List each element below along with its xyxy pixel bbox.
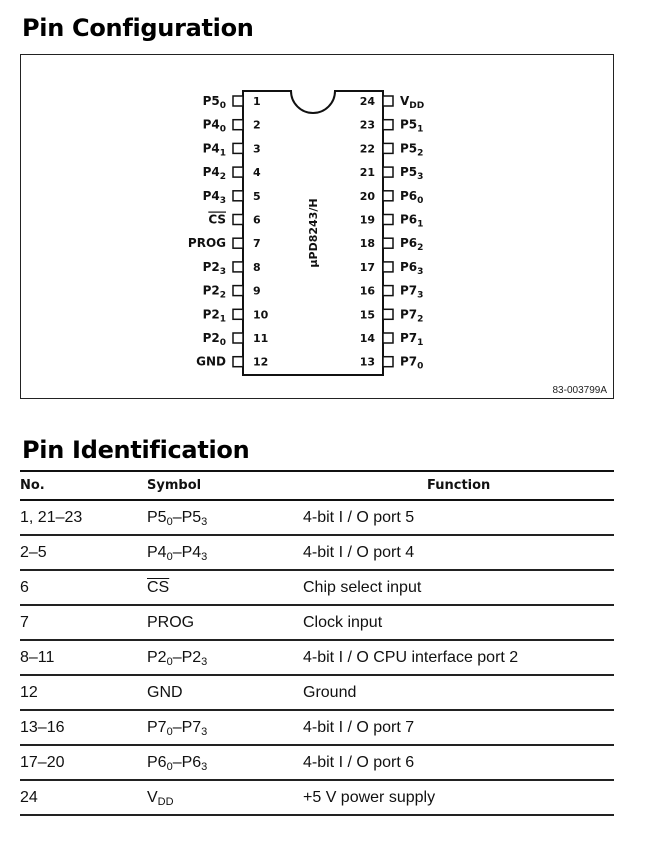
table-row (20, 640, 614, 675)
pin-3-label: $P4_1$ (202, 141, 226, 159)
cell-no: 12 (20, 675, 147, 710)
pin-11-label: $P2_0$ (202, 331, 226, 348)
cell-function: Ground (303, 675, 614, 710)
pin-11-box (233, 333, 243, 343)
pin-21-box (383, 167, 393, 177)
pin-1-number: 1 (253, 95, 261, 108)
pin-10-box (233, 309, 243, 319)
chip-name: μPD8243/H (307, 198, 320, 268)
pin-15-box (383, 309, 393, 319)
cell-function: Clock input (303, 605, 614, 640)
pin-4-box (233, 167, 243, 177)
pin-13-box (383, 357, 393, 367)
pin-18-number: 18 (359, 237, 375, 251)
pin-5-box (233, 191, 243, 201)
pin-10-label: $P2_1$ (202, 307, 226, 325)
pin-identification-table (20, 470, 614, 816)
pin-21-label: $P5_3$ (400, 165, 424, 183)
pin-6-label: CS (208, 212, 226, 227)
pin-7-number: 7 (253, 237, 261, 251)
cell-symbol: $P7_0-P7_3$ (147, 710, 303, 745)
pin-5-label: $P4_3$ (202, 188, 226, 206)
cell-function: 4-bit I / O port 6 (303, 745, 614, 780)
pin-16-box (383, 286, 393, 296)
table-row (20, 570, 614, 605)
cell-symbol: $P5_0-P5_3$ (147, 500, 303, 535)
cell-symbol: $P6_0-P6_3$ (147, 745, 303, 780)
pin-6-number: 6 (253, 213, 261, 227)
pin-16-label: $P7_3$ (400, 283, 424, 301)
cell-symbol: GND (147, 675, 303, 710)
cell-function: Chip select input (303, 570, 614, 605)
pin-14-box (383, 333, 393, 343)
pin-14-number: 14 (359, 332, 375, 345)
pin-4-label: $P4_2$ (202, 165, 226, 183)
pin-15-number: 15 (359, 308, 375, 322)
pin-20-number: 20 (359, 189, 375, 203)
cell-symbol: $V_{DD}$ (147, 780, 303, 815)
pin-identification-title: Pin Identification (22, 436, 250, 464)
cell-function: +5 V power supply (303, 780, 614, 815)
pin-24-number: 24 (359, 95, 375, 108)
pin-11-number: 11 (253, 332, 269, 345)
cell-function: 4-bit I / O CPU interface port 2 (303, 640, 614, 675)
pin-23-box (383, 120, 393, 130)
pin-13-label: $P7_0$ (400, 354, 424, 372)
pin-10-number: 10 (253, 308, 269, 322)
pin-17-number: 17 (359, 260, 375, 274)
header-no: No. (20, 471, 147, 500)
table-row (20, 605, 614, 640)
pin-8-label: $P2_3$ (202, 259, 226, 277)
figure-code: 83-003799A (552, 385, 607, 396)
pin-22-box (383, 143, 393, 153)
pin-17-box (383, 262, 393, 272)
pin-12-number: 12 (253, 355, 269, 369)
cell-function: 4-bit I / O port 5 (303, 500, 614, 535)
header-symbol: Symbol (147, 471, 303, 500)
pin-20-label: $P6_0$ (400, 188, 424, 206)
pin-4-number: 4 (253, 166, 261, 180)
table-row (20, 535, 614, 570)
pin-8-number: 8 (253, 260, 261, 274)
pin-8-box (233, 262, 243, 272)
pin-19-box (383, 215, 393, 225)
pin-16-number: 16 (359, 284, 375, 298)
pin-17-label: $P6_3$ (400, 259, 424, 277)
cell-no: 1, 21–23 (20, 500, 147, 535)
pin-9-box (233, 286, 243, 296)
table-row (20, 675, 614, 710)
pin-15-label: $P7_2$ (400, 307, 424, 325)
pin-7-box (233, 238, 243, 248)
pin-diagram (20, 54, 614, 399)
cell-symbol: PROG (147, 605, 303, 640)
pin-21-number: 21 (359, 166, 375, 180)
pin-14-label: $P7_1$ (400, 331, 424, 348)
pin-18-label: $P6_2$ (400, 236, 424, 254)
pin-22-number: 22 (359, 142, 375, 156)
pin-13-number: 13 (359, 355, 375, 369)
cell-no: 7 (20, 605, 147, 640)
table-header-row (20, 471, 614, 500)
table-row (20, 710, 614, 745)
table-row (20, 500, 614, 535)
pin-19-number: 19 (359, 213, 375, 227)
cell-function: 4-bit I / O port 4 (303, 535, 614, 570)
header-function: Function (303, 471, 614, 500)
cell-no: 6 (20, 570, 147, 605)
pin-2-label: $P4_0$ (202, 117, 226, 135)
pin-1-box (233, 96, 243, 106)
pin-9-number: 9 (253, 284, 261, 298)
pin-9-label: $P2_2$ (202, 283, 226, 301)
pin-12-label: GND (196, 354, 226, 369)
pin-24-label: $V_{DD}$ (400, 94, 425, 111)
pin-20-box (383, 191, 393, 201)
pin-2-box (233, 120, 243, 130)
pin-6-box (233, 215, 243, 225)
pin-18-box (383, 238, 393, 248)
table-body (20, 500, 614, 815)
pin-23-label: $P5_1$ (400, 117, 424, 135)
cell-symbol: $P4_0-P4_3$ (147, 535, 303, 570)
pin-22-label: $P5_2$ (400, 141, 424, 159)
cell-no: 8–11 (20, 640, 147, 675)
cell-no: 2–5 (20, 535, 147, 570)
pin-5-number: 5 (253, 189, 261, 203)
cell-no: 17–20 (20, 745, 147, 780)
cell-no: 24 (20, 780, 147, 815)
pin-configuration-title: Pin Configuration (22, 14, 254, 42)
cell-no: 13–16 (20, 710, 147, 745)
pin-1-label: $P5_0$ (202, 94, 226, 111)
pin-24-box (383, 96, 393, 106)
pin-19-label: $P6_1$ (400, 212, 424, 230)
cell-function: 4-bit I / O port 7 (303, 710, 614, 745)
pin-7-label: PROG (187, 236, 226, 251)
pin-3-number: 3 (253, 142, 261, 156)
table-row (20, 745, 614, 780)
pin-2-number: 2 (253, 118, 261, 132)
table-row (20, 780, 614, 815)
pin-23-number: 23 (359, 118, 375, 132)
cell-symbol: $\overline{CS}$ (147, 570, 303, 605)
pin-diagram-svg (21, 55, 615, 400)
cell-symbol: $P2_0-P2_3$ (147, 640, 303, 675)
pin-12-box (233, 357, 243, 367)
pin-3-box (233, 143, 243, 153)
